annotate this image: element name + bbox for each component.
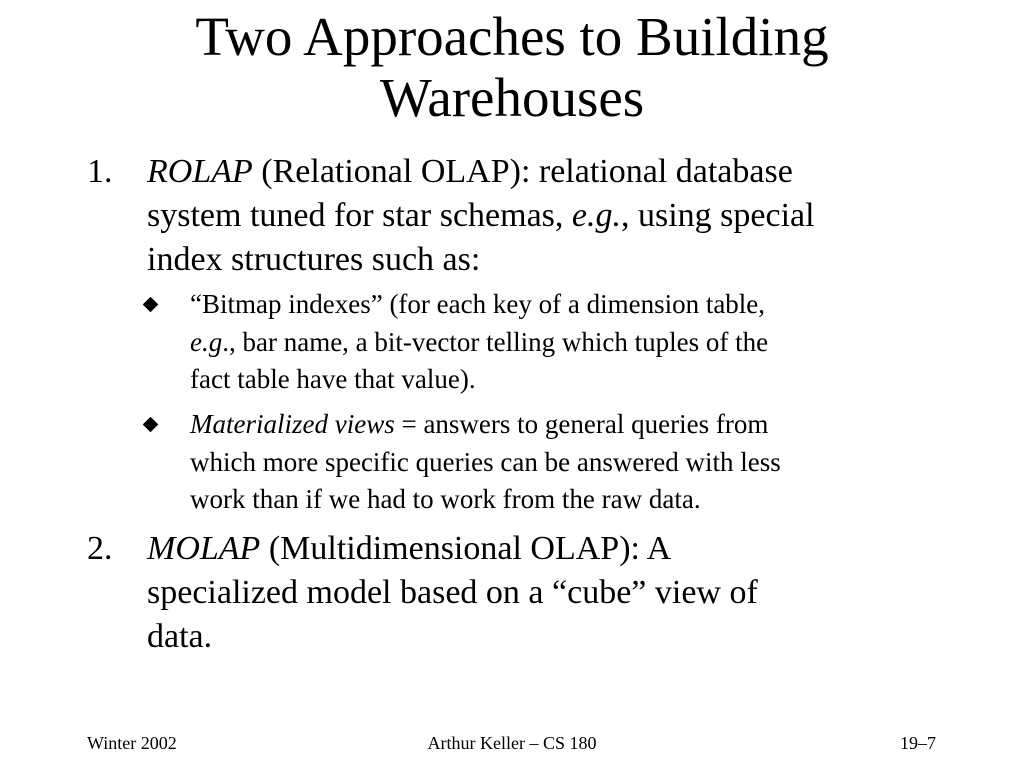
list-item-body [147, 150, 967, 282]
footer-author: Arthur Keller – CS 180 [427, 733, 597, 753]
list-item-line [147, 194, 967, 238]
sub-item-body [190, 406, 943, 519]
term-rolap: ROLAP [147, 153, 253, 190]
list-item-text: (Multidimensional OLAP): A [260, 530, 672, 567]
slide-title-line-2: Warehouses [379, 67, 645, 128]
sub-item-line [190, 406, 943, 444]
list-item-rolap [87, 150, 967, 282]
sub-item-bitmap-indexes [143, 286, 943, 399]
sub-item-text: = answers to general queries from [394, 409, 769, 439]
footer-date: Winter 2002 [87, 733, 177, 753]
list-item-line [147, 527, 967, 571]
footer-slide-number: 19–7 [900, 733, 936, 753]
sub-item-line: work than if we had to work from the raw data. [190, 484, 701, 514]
list-item-text: (Relational OLAP): relational database [252, 153, 793, 190]
list-item-number: 1. [87, 153, 113, 190]
abbr-eg: e.g [190, 326, 223, 357]
list-item-line [147, 150, 967, 194]
slide-title [0, 6, 1024, 128]
list-item-body [147, 527, 967, 659]
list-item-text: , using special [621, 197, 815, 234]
list-item-line: specialized model based on a “cube” view of [147, 574, 758, 611]
term-molap: MOLAP [147, 530, 261, 567]
slide-title-line-1: Two Approaches to Building [195, 6, 829, 67]
sub-item-text: ., bar name, a bit-vector telling which tuples of the [222, 326, 769, 357]
sub-item-line [190, 324, 943, 362]
sub-item-body [190, 286, 943, 399]
term-materialized-views: Materialized views [190, 409, 395, 439]
sub-item-materialized-views [143, 406, 943, 519]
diamond-bullet-icon [143, 297, 159, 313]
list-item-line: index structures such as: [147, 241, 481, 278]
list-item-text: system tuned for star schemas, [147, 197, 572, 234]
sub-item-line: “Bitmap indexes” (for each key of a dimension table, [190, 289, 766, 319]
diamond-bullet-icon [143, 417, 159, 433]
abbr-eg: e.g. [571, 197, 621, 234]
sub-item-line: fact table have that value). [190, 364, 476, 394]
list-item-number: 2. [87, 530, 113, 567]
sub-item-line: which more specific queries can be answered with less [190, 446, 781, 477]
list-item-molap [87, 527, 967, 659]
list-item-line: data. [147, 618, 213, 655]
